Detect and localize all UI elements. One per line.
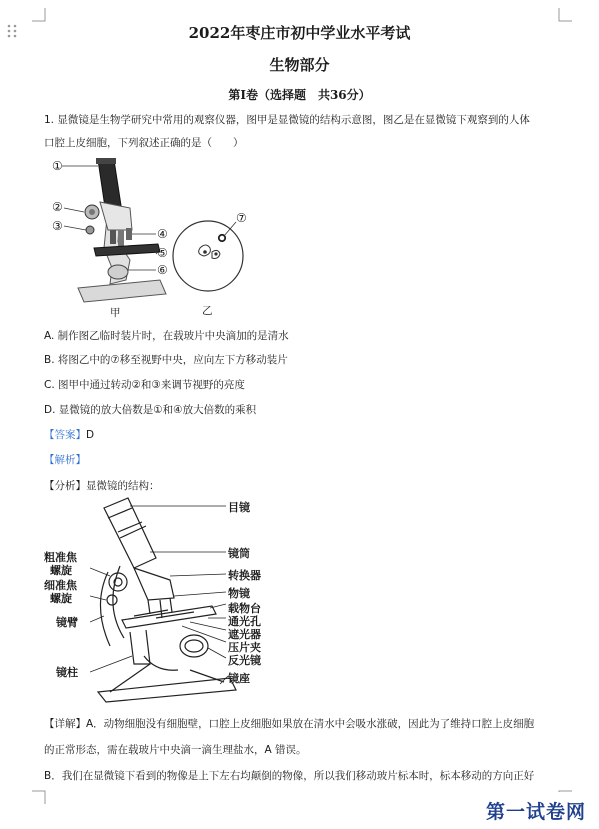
corner-mark-top-left: [32, 8, 46, 22]
label-pillar: 镜柱: [56, 666, 78, 679]
label-objective: 物镜: [228, 587, 250, 600]
detail-line-1: 【详解】A．动物细胞没有细胞壁，口腔上皮细胞如果放在清水中会吸水涨破，因此为了维持口腔上皮细胞: [44, 718, 535, 730]
option-a[interactable]: A. 制作图乙临时装片时，在载玻片中央滴加的是清水: [44, 330, 289, 342]
label-circle-7: ⑦: [236, 211, 247, 225]
label-aperture: 通光孔: [228, 615, 261, 628]
corner-mark-bottom-left: [32, 790, 46, 804]
label-mirror: 反光镜: [228, 654, 261, 667]
option-b[interactable]: B. 将图乙中的⑦移至视野中央，应向左下方移动装片: [44, 354, 288, 366]
label-circle-5: ⑤: [157, 246, 168, 260]
figure-label-jia: 甲: [110, 307, 121, 319]
label-circle-1: ①: [52, 159, 63, 173]
watermark-box: [482, 792, 594, 824]
figure-label-yi: 乙: [202, 305, 213, 317]
corner-mark-top-right: [558, 8, 572, 22]
question-stem-line-1: 1. 显微镜是生物学研究中常用的观察仪器，图甲是显微镜的结构示意图，图乙是在显微镜下观察到的人体: [44, 114, 530, 126]
section-heading: 第Ⅰ卷（选择题 共36分）: [228, 88, 371, 102]
label-circle-2: ②: [52, 200, 63, 214]
label-clip: 压片夹: [228, 641, 261, 654]
exam-title: 2022年枣庄市初中学业水平考试: [188, 24, 411, 42]
label-stage: 载物台: [228, 602, 261, 615]
analysis-tag: 【解析】: [44, 454, 86, 466]
label-nosepiece: 转换器: [228, 569, 261, 582]
detail-line-2: 的正常形态，需在载玻片中央滴一滴生理盐水，A 错误。: [44, 744, 307, 756]
label-eyepiece: 目镜: [228, 501, 250, 514]
label-circle-6: ⑥: [157, 263, 168, 277]
label-fine-adjustment-1: 细准焦: [44, 579, 77, 592]
option-c[interactable]: C. 图甲中通过转动②和③来调节视野的亮度: [44, 379, 245, 391]
label-coarse-adjustment-1: 粗准焦: [44, 551, 77, 564]
label-diaphragm: 遮光器: [228, 628, 261, 641]
answer-value: D: [86, 429, 95, 441]
label-arm: 镜臂: [56, 616, 78, 629]
label-circle-3: ③: [52, 219, 63, 233]
detail-line-3: B．我们在显微镜下看到的物像是上下左右均颠倒的物像，所以我们移动玻片标本时，标本移动的方向正好: [44, 770, 535, 782]
option-d[interactable]: D. 显微镜的放大倍数是①和④放大倍数的乘积: [44, 404, 257, 416]
label-tube: 镜筒: [228, 547, 250, 560]
exam-subject: 生物部分: [269, 56, 330, 74]
label-fine-adjustment-2: 螺旋: [50, 592, 72, 605]
label-coarse-adjustment-2: 螺旋: [50, 564, 72, 577]
answer-line: [44, 427, 94, 443]
watermark-text: 第一试卷网: [486, 801, 587, 823]
question-stem-line-2: 口腔上皮细胞，下列叙述正确的是（ ）: [44, 137, 244, 149]
label-base: 镜座: [228, 672, 250, 685]
label-circle-4: ④: [157, 227, 168, 241]
answer-tag: 【答案】: [44, 429, 86, 441]
analysis-intro: 【分析】显微镜的结构：: [44, 480, 160, 492]
microscope-structure-diagram: [90, 496, 240, 706]
